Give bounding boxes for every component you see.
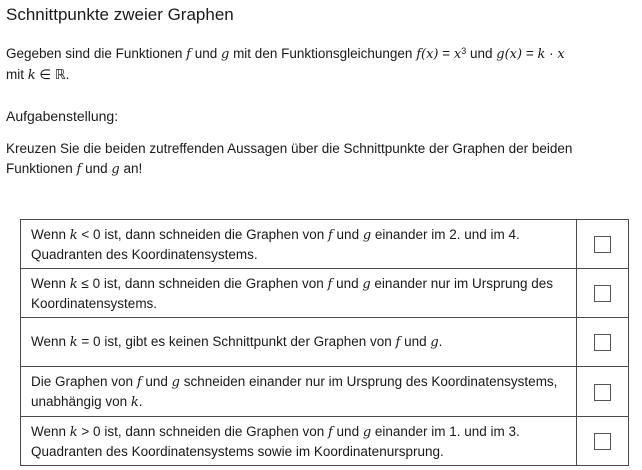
answer-option-row xyxy=(21,417,629,466)
checkbox-cell xyxy=(577,367,629,417)
x-variable: x xyxy=(453,47,462,62)
function-g-symbol: g xyxy=(362,227,372,243)
option-text-part: schneiden einander nur im Ursprung des Koordinatensystems, unabhängig von xyxy=(31,373,558,409)
instruction-text xyxy=(6,139,634,180)
option-text-part: . xyxy=(438,334,443,349)
function-g-symbol: g xyxy=(220,47,230,62)
instruction-part: an! xyxy=(119,161,143,176)
intro-text-part: mit den Funktionsgleichungen xyxy=(229,46,417,61)
answer-option-text xyxy=(21,367,577,417)
option-text-part: einander nur im Ursprung des Koordinatensystems. xyxy=(31,275,554,311)
k-parameter: k xyxy=(130,394,139,410)
function-g-symbol: g xyxy=(111,162,120,177)
function-f-symbol: f xyxy=(76,162,82,177)
answer-checkbox-2[interactable] xyxy=(594,285,611,302)
option-text-part: Wenn xyxy=(31,334,70,349)
option-text-part: ≤ 0 ist, dann schneiden die Graphen von xyxy=(77,275,328,291)
intro-text-part: und xyxy=(190,46,221,61)
answer-checkbox-1[interactable] xyxy=(594,236,611,253)
k-parameter: k xyxy=(27,68,36,83)
option-text-part: . xyxy=(138,393,143,409)
answer-option-row xyxy=(21,367,629,417)
k-parameter: k xyxy=(69,227,78,243)
function-f-symbol: f xyxy=(136,374,142,390)
option-text-part: und xyxy=(141,373,172,389)
instruction-part: und xyxy=(81,161,112,176)
option-text-part: und xyxy=(332,423,363,439)
option-text-part: und xyxy=(332,275,363,291)
exponent: 3 xyxy=(461,46,467,56)
answer-checkbox-3[interactable] xyxy=(594,334,611,351)
page-title: Schnittpunkte zweier Graphen xyxy=(6,5,234,24)
option-text-part: und xyxy=(400,334,431,349)
option-text-part: Wenn xyxy=(31,423,70,439)
option-text-part: = 0 ist, gibt es keinen Schnittpunkt der Graphen von xyxy=(77,334,396,349)
checkbox-cell xyxy=(577,417,629,466)
intro-text-part: · xyxy=(545,46,558,61)
function-g-symbol: g xyxy=(430,335,439,350)
function-f-symbol: f xyxy=(186,47,191,62)
checkbox-cell xyxy=(577,220,629,269)
answer-option-row xyxy=(21,220,629,269)
function-f-symbol: f xyxy=(327,227,333,243)
intro-text-part: und xyxy=(466,46,497,61)
option-text-part: < 0 ist, dann schneiden die Graphen von xyxy=(77,226,328,242)
option-text-part: und xyxy=(332,226,363,242)
option-text-part: Wenn xyxy=(31,226,70,242)
function-f-symbol: f xyxy=(327,276,333,292)
answer-option-row xyxy=(21,269,629,318)
k-parameter: k xyxy=(69,276,78,292)
intro-text-part: mit xyxy=(6,67,28,82)
x-variable: x xyxy=(557,47,565,62)
checkbox-cell xyxy=(577,318,629,367)
k-parameter: k xyxy=(69,335,78,350)
intro-text-part: Gegeben sind die Funktionen xyxy=(6,46,187,61)
answer-option-text xyxy=(21,220,577,269)
answer-option-text xyxy=(21,318,577,367)
answer-option-text xyxy=(21,269,577,318)
option-text-part: einander im 2. und im 4. Quadranten des Koordinatensystems. xyxy=(31,226,520,262)
k-parameter: k xyxy=(537,47,546,62)
answer-options-table xyxy=(20,219,629,466)
answer-option-row xyxy=(21,318,629,367)
checkbox-cell xyxy=(577,269,629,318)
answer-checkbox-5[interactable] xyxy=(594,433,611,450)
section-heading: Aufgabenstellung: xyxy=(6,108,119,124)
fx-term: f(x) xyxy=(416,47,439,62)
function-g-symbol: g xyxy=(362,424,372,440)
intro-text-part: ∈ ℝ. xyxy=(35,67,70,82)
function-f-symbol: f xyxy=(327,424,333,440)
instruction-part: Kreuzen Sie die beiden zutreffenden Aussagen über die Schnittpunkte der Graphen der beiden Funktionen xyxy=(6,141,573,176)
function-g-symbol: g xyxy=(362,276,371,292)
intro-text xyxy=(6,44,632,86)
function-g-symbol: g xyxy=(171,374,180,390)
intro-text-part: = xyxy=(522,46,538,61)
intro-text-part: = xyxy=(438,46,454,61)
answer-option-text xyxy=(21,417,577,466)
option-text-part: einander im 1. und im 3. Quadranten des Koordinatensystems sowie im Koordinatenursprung. xyxy=(31,423,520,459)
answer-checkbox-4[interactable] xyxy=(594,384,611,401)
option-text-part: Die Graphen von xyxy=(31,373,137,389)
gx-term: g(x) xyxy=(496,47,523,62)
function-f-symbol: f xyxy=(395,335,401,350)
option-text-part: Wenn xyxy=(31,275,70,291)
k-parameter: k xyxy=(69,424,78,440)
option-text-part: > 0 ist, dann schneiden die Graphen von xyxy=(77,423,328,439)
